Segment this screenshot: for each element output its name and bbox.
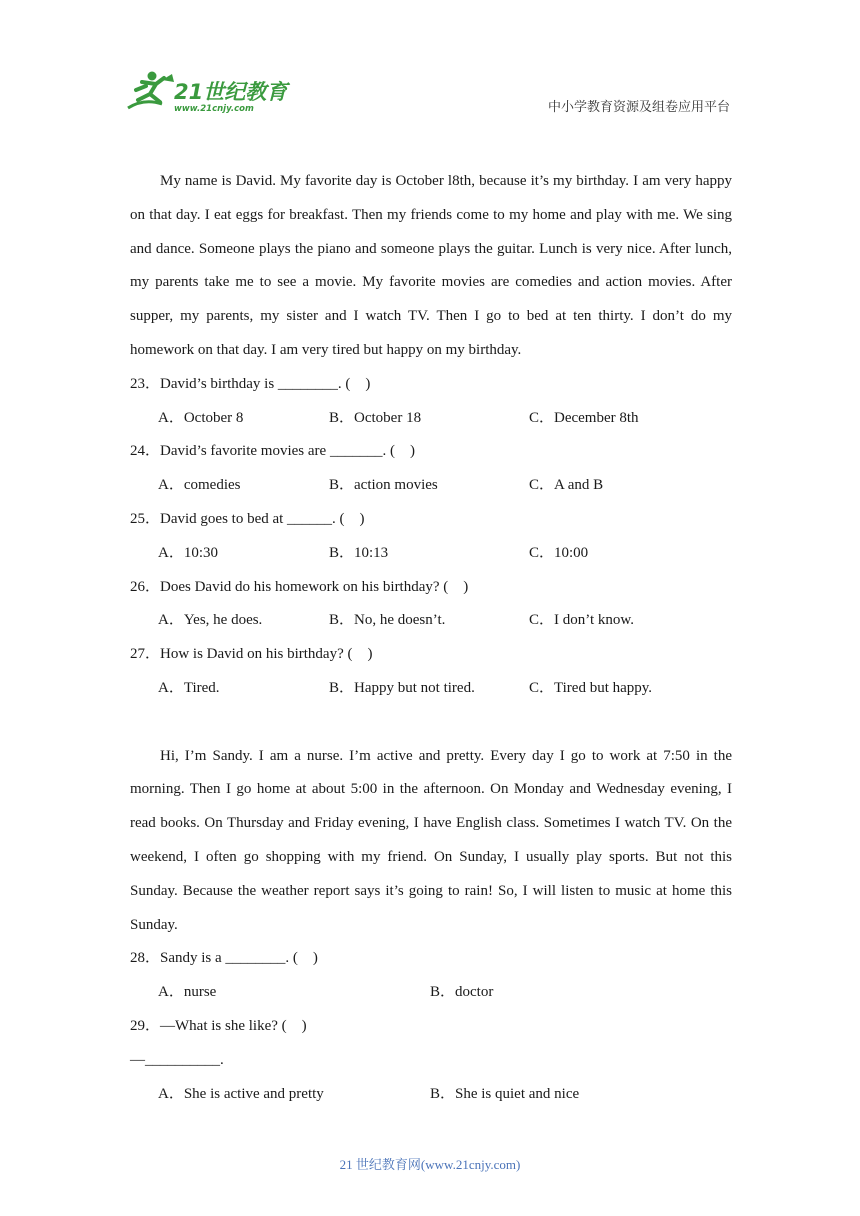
logo-text: 21世纪教育 — [174, 80, 288, 104]
option-c: C．December 8th — [529, 409, 639, 426]
question-29-options — [130, 1078, 732, 1112]
question-23-options — [130, 402, 732, 436]
option-a: A．comedies — [158, 477, 241, 494]
platform-title: 中小学教育资源及组卷应用平台 — [547, 99, 730, 114]
option-c: C．Tired but happy. — [529, 679, 653, 696]
question-26: 26．Does David do his homework on his birthday? ( ) — [130, 578, 469, 595]
site-logo — [122, 68, 292, 116]
option-b: B．Happy but not tired. — [329, 679, 475, 696]
question-25: 25．David goes to bed at ______. ( ) — [130, 510, 365, 527]
option-a: A．Tired. — [158, 679, 220, 696]
option-b: B．She is quiet and nice — [430, 1085, 580, 1102]
page-footer: 21 世纪教育网(www.21cnjy.com) — [339, 1157, 521, 1172]
option-c: C．A and B — [529, 477, 604, 494]
question-27-options — [130, 672, 732, 706]
option-a: A．October 8 — [158, 409, 244, 426]
option-a: A．She is active and pretty — [158, 1085, 324, 1102]
option-b: B．10:13 — [329, 544, 389, 561]
option-b: B．October 18 — [329, 409, 422, 426]
option-a: A．10:30 — [158, 544, 219, 561]
question-29: 29．—What is she like? ( ) — [130, 1017, 307, 1034]
option-b: B．action movies — [329, 477, 438, 494]
option-c: C．I don’t know. — [529, 612, 635, 629]
section-spacer — [130, 706, 732, 740]
question-28: 28．Sandy is a ________. ( ) — [130, 950, 318, 967]
passage-2 — [130, 740, 732, 943]
question-24-options — [130, 469, 732, 503]
passage-1-text: My name is David. My favorite day is October l8th, because it’s my birthday. I am very happy on that day. I eat eggs for breakfast. Then my friends come to my home and play with me. We sing and dance. Someone plays the piano and someone plays the guitar. Lunch is very nice. After lunch, my parents take me to see a movie. My favorite movies are comedies and action movies. After supper, my parents, my sister and I watch TV. Then I go to bed at ten thirty. I don’t do my homework on that day. I am very tired but happy on my birthday. — [130, 173, 732, 358]
passage-2-text: Hi, I’m Sandy. I am a nurse. I’m active and pretty. Every day I go to work at 7:50 in the morning. Then I go home at about 5:00 in the afternoon. On Monday and Wednesday evening, I read books. On Thursday and Friday evening, I have English class. Sometimes I watch TV. On the weekend, I often go shopping with my friend. On Sunday, I usually play sports. But not this Sunday. Because the weather report says it’s going to rain! So, I will listen to music at home this Sunday. — [130, 747, 732, 933]
document-body — [130, 165, 732, 1111]
question-28-options — [130, 976, 732, 1010]
question-24: 24．David’s favorite movies are _______. ( ) — [130, 443, 415, 460]
question-25-options — [130, 537, 732, 571]
option-c: C．10:00 — [529, 544, 589, 561]
logo-url: www.21cnjy.com — [174, 104, 254, 114]
answer-line: —__________. — [130, 1051, 224, 1068]
option-a: A．nurse — [158, 984, 217, 1001]
option-b: B．doctor — [430, 984, 494, 1001]
passage-1 — [130, 165, 732, 368]
question-23: 23．David’s birthday is ________. ( ) — [130, 375, 371, 392]
option-a: A．Yes, he does. — [158, 612, 263, 629]
question-27: 27．How is David on his birthday? ( ) — [130, 646, 373, 663]
question-26-options — [130, 604, 732, 638]
option-b: B．No, he doesn’t. — [329, 612, 446, 629]
